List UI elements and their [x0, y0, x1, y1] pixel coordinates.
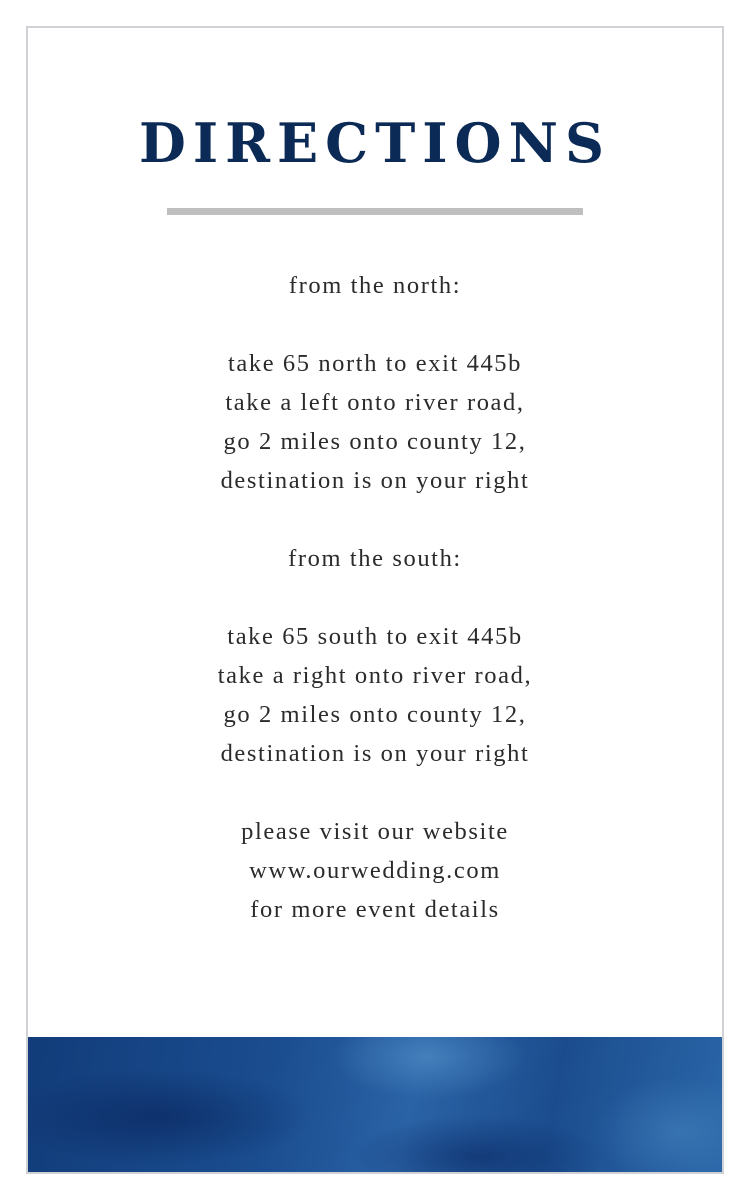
card-title: DIRECTIONS [139, 111, 611, 175]
north-directions [28, 344, 722, 500]
text-line: go 2 miles onto county 12, [223, 701, 527, 728]
directions-card [26, 26, 724, 1174]
watercolor-band [28, 1037, 722, 1172]
website-note [28, 812, 722, 929]
text-line: take a left onto river road, [225, 389, 525, 416]
north-heading [28, 266, 722, 305]
text-line: destination is on your right [220, 740, 530, 767]
title-underline [167, 208, 583, 215]
text-line: take a right onto river road, [217, 662, 533, 689]
website-url: www.ourwedding.com [249, 857, 501, 884]
text-line: for more event details [250, 896, 500, 923]
south-heading [28, 539, 722, 578]
text-line: go 2 miles onto county 12, [223, 428, 527, 455]
south-directions [28, 617, 722, 773]
text-line: take 65 north to exit 445b [227, 350, 523, 377]
text-line: please visit our website [241, 818, 509, 845]
text-line: take 65 south to exit 445b [227, 623, 523, 650]
text-line: from the north: [288, 272, 462, 299]
directions-body [28, 266, 722, 968]
text-line: from the south: [288, 545, 462, 572]
text-line: destination is on your right [220, 467, 530, 494]
